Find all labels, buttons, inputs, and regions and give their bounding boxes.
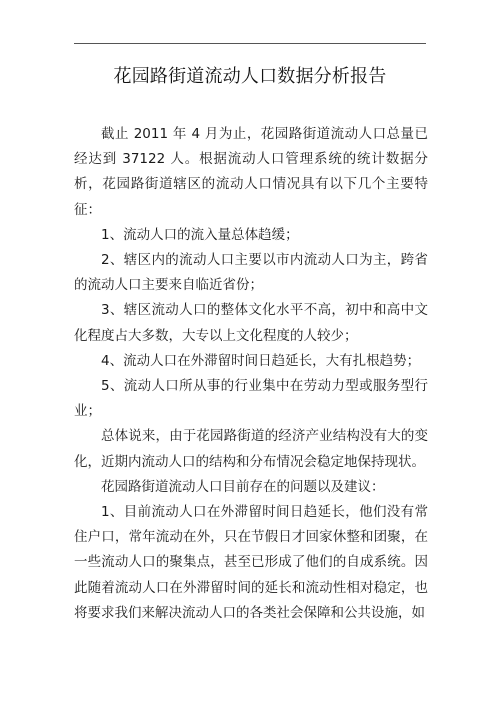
document-title: 花园路街道流动人口数据分析报告 (113, 66, 387, 87)
document-body (74, 122, 428, 626)
feature-item-5: 5、流动人口所从事的行业集中在劳动力型或服务型行业； (74, 378, 428, 420)
issues-heading: 花园路街道流动人口目前存在的问题以及建议： (101, 478, 385, 495)
feature-item-2: 2、辖区内的流动人口主要以市内流动人口为主，跨省的流动人口主要来自临近省份； (74, 252, 428, 294)
feature-item-1: 1、流动人口的流入量总体趋缓； (101, 226, 299, 243)
header-rule (74, 43, 426, 44)
intro-paragraph: 截止 2011 年 4 月为止，花园路街道流动人口总量已经达到 37122 人。根据流动人口管理系统的统计数据分析，花园路街道辖区的流动人口情况具有以下几个主要特征： (74, 126, 428, 218)
issue-item-1: 1、目前流动人口在外滞留时间日趋延长，他们没有常住户口，常年流动在外，只在节假日才回家休整和团聚，在一些流动人口的聚集点，甚至已形成了他们的自成系统。因此随着流动人口在外滞留时间的延长和流动性相对稳定，也将要求我们来解决流动人口的各类社会保障和公共设施，如 (74, 504, 428, 621)
summary-paragraph: 总体说来，由于花园路街道的经济产业结构没有大的变化，近期内流动人口的结构和分布情况会稳定地保持现状。 (74, 428, 428, 470)
feature-item-3: 3、辖区流动人口的整体文化水平不高，初中和高中文化程度占大多数，大专以上文化程度的人较少； (74, 302, 428, 344)
feature-item-4: 4、流动人口在外滞留时间日趋延长，大有扎根趋势； (101, 352, 421, 369)
